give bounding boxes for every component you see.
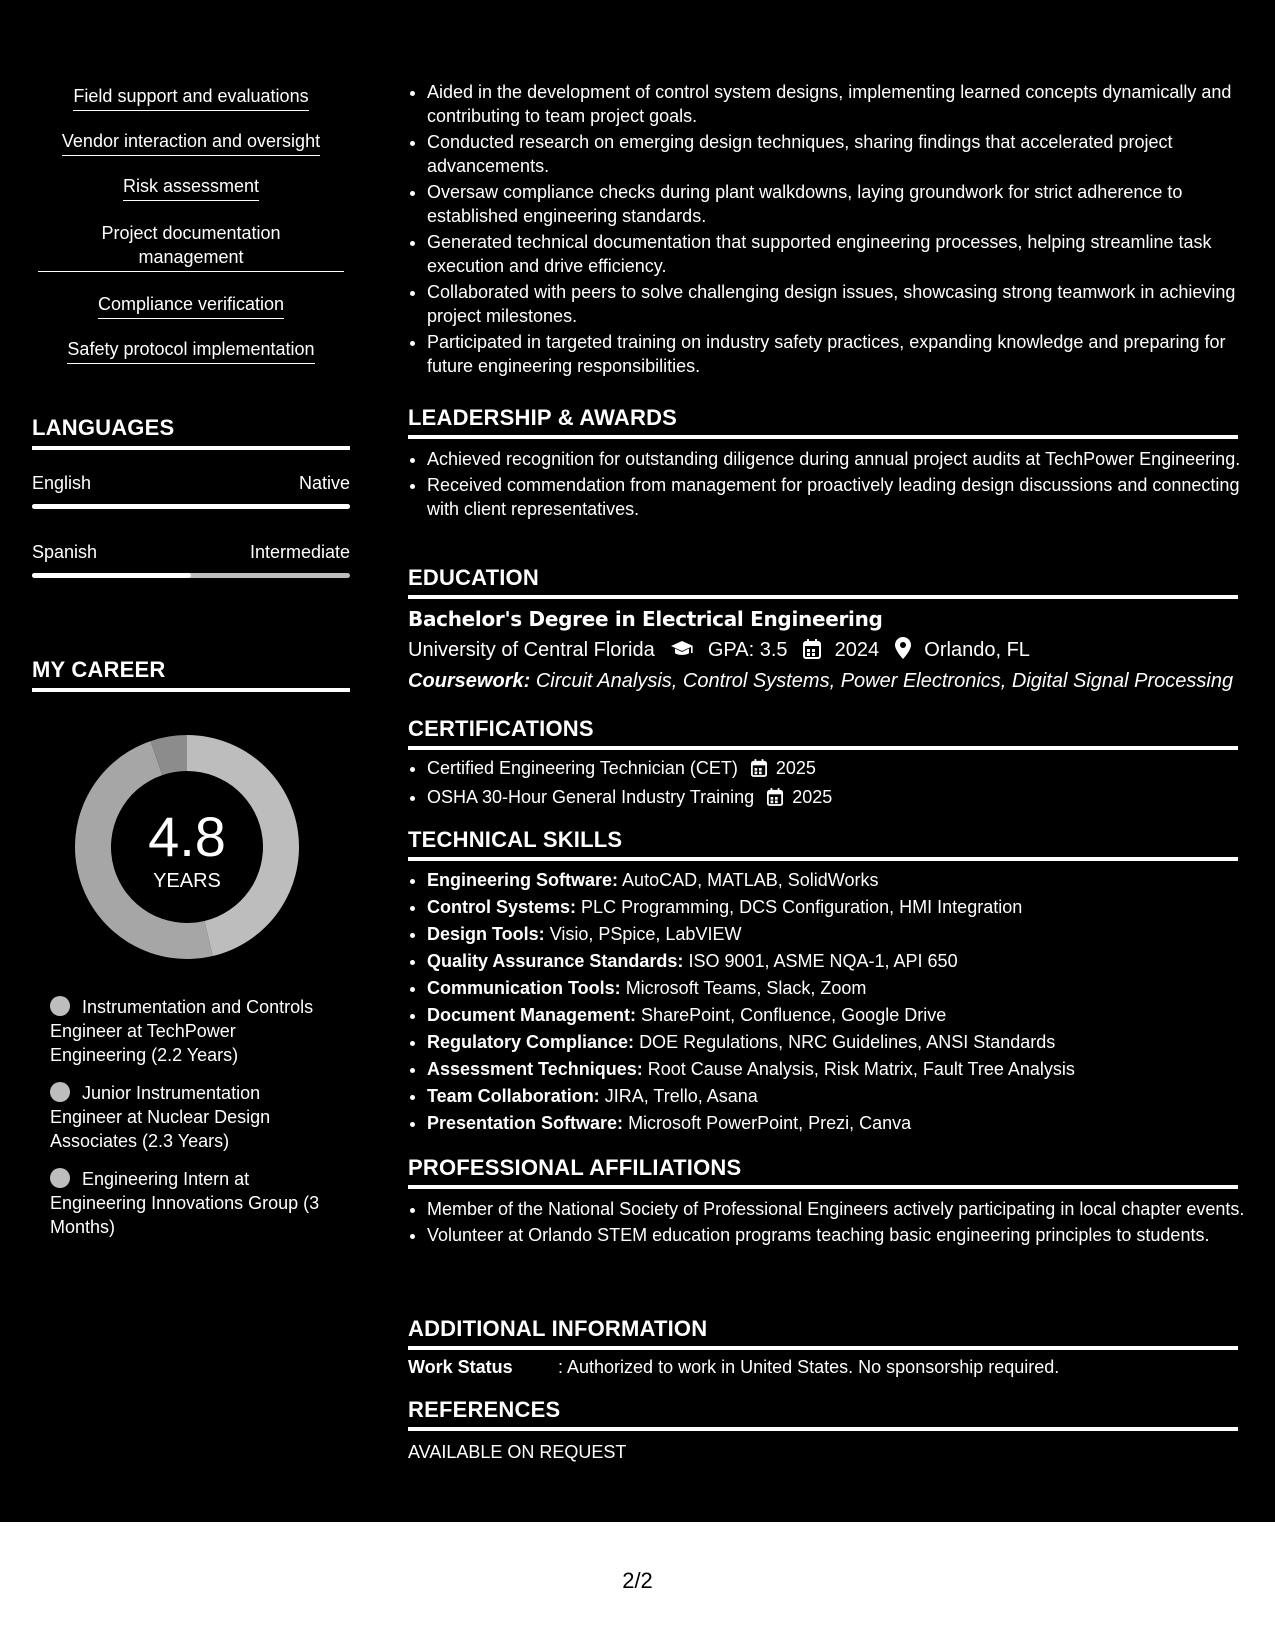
list-item: • Collaborated with peers to solve challenging design issues, showcasing strong teamwork in achieving project milestones. (427, 280, 1257, 328)
career-dot (50, 1082, 70, 1102)
leadership-list (408, 447, 1257, 523)
certifications-heading: CERTIFICATIONS (408, 716, 594, 741)
list-item: • Design Tools: Visio, PSpice, LabVIEW (427, 922, 1257, 947)
work-status-value: : Authorized to work in United States. No sponsorship required. (558, 1357, 1060, 1377)
gpa: GPA: 3.5 (707, 639, 788, 661)
section-rule (32, 446, 350, 450)
list-item: • Regulatory Compliance: DOE Regulations, NRC Guidelines, ANSI Standards (427, 1030, 1257, 1055)
technical-skills-list (408, 868, 1257, 1138)
list-item: • Engineering Software: AutoCAD, MATLAB, SolidWorks (427, 868, 1257, 893)
section-rule (408, 1427, 1238, 1431)
calendar-icon (803, 639, 821, 666)
language-level: Intermediate (249, 542, 350, 562)
skill-tag: Compliance verification (32, 292, 350, 319)
affiliations-list (408, 1197, 1257, 1249)
page-number: 2/2 (622, 1568, 653, 1593)
language-name: English (32, 473, 92, 493)
career-item: Engineering Intern at Engineering Innovations Group (3 Months) (50, 1169, 320, 1237)
section-rule (408, 435, 1238, 439)
school-name: University of Central Florida (408, 639, 655, 661)
certifications-list (408, 756, 1257, 814)
language-level: Native (298, 473, 350, 493)
list-item: • Assessment Techniques: Root Cause Analysis, Risk Matrix, Fault Tree Analysis (427, 1057, 1257, 1082)
coursework (408, 668, 1238, 694)
list-item: • Volunteer at Orlando STEM education programs teaching basic engineering principles to students. (427, 1223, 1257, 1247)
language-row (32, 542, 350, 563)
list-item: • Aided in the development of control system designs, implementing learned concepts dynamically and contributing to team project goals. (427, 80, 1257, 128)
section-rule (408, 1185, 1238, 1189)
skill-tag: Project documentation management (32, 221, 350, 272)
skill-tag: Vendor interaction and oversight (32, 129, 350, 156)
graduation-year: 2024 (834, 639, 880, 661)
list-item: • Conducted research on emerging design techniques, sharing findings that accelerated project advancements. (427, 130, 1257, 178)
language-bar (32, 504, 350, 509)
language-bar-fill (32, 573, 191, 578)
section-rule (408, 857, 1238, 861)
list-item: • Control Systems: PLC Programming, DCS Configuration, HMI Integration (427, 895, 1257, 920)
skill-tag: Safety protocol implementation (32, 337, 350, 364)
degree-title: Bachelor's Degree in Electrical Engineering (408, 607, 883, 631)
list-item: • Quality Assurance Standards: ISO 9001, ASME NQA-1, API 650 (427, 949, 1257, 974)
section-rule (32, 688, 350, 692)
career-years-value: 4.8 (148, 805, 226, 868)
list-item: • Participated in targeted training on industry safety practices, expanding knowledge and preparing for future engineering responsibilities. (427, 330, 1257, 378)
affiliations-heading: PROFESSIONAL AFFILIATIONS (408, 1155, 742, 1180)
skill-tag: Field support and evaluations (32, 84, 350, 111)
language-bar (32, 573, 350, 578)
list-item: • Member of the National Society of Professional Engineers actively participating in local chapter events. (427, 1197, 1257, 1221)
education-details (408, 637, 1238, 666)
language-row (32, 473, 350, 494)
education-location: Orlando, FL (924, 639, 1030, 661)
list-item: • Generated technical documentation that supported engineering processes, helping streamline task execution and drive efficiency. (427, 230, 1257, 278)
languages-heading: LANGUAGES (32, 415, 175, 440)
graduation-cap-icon (670, 639, 694, 666)
list-item: • Document Management: SharePoint, Confluence, Google Drive (427, 1003, 1257, 1028)
skill-tag: Risk assessment (32, 174, 350, 201)
work-status-label: Work Status (408, 1357, 513, 1377)
list-item: • Received commendation from management for proactively leading design discussions and connecting with client representatives. (427, 473, 1257, 521)
references-text: AVAILABLE ON REQUEST (408, 1442, 627, 1462)
career-item: Junior Instrumentation Engineer at Nuclear Design Associates (2.3 Years) (50, 1083, 271, 1151)
language-name: Spanish (32, 542, 98, 562)
list-item: • OSHA 30-Hour General Industry Training 2025 (427, 785, 1257, 812)
list-item: • Oversaw compliance checks during plant walkdowns, laying groundwork for strict adherence to established engineering standards. (427, 180, 1257, 228)
language-bar-fill (32, 504, 350, 509)
career-dot (50, 1168, 70, 1188)
career-heading: MY CAREER (32, 657, 166, 682)
coursework-label: Coursework: (408, 670, 531, 692)
section-rule (408, 1346, 1238, 1350)
leadership-heading: LEADERSHIP & AWARDS (408, 405, 678, 430)
career-item: Instrumentation and Controls Engineer at TechPower Engineering (2.2 Years) (50, 997, 314, 1065)
experience-bullets (408, 80, 1257, 380)
calendar-icon (767, 788, 783, 812)
section-rule (408, 595, 1238, 599)
career-donut-chart (67, 727, 307, 967)
additional-info-heading: ADDITIONAL INFORMATION (408, 1316, 708, 1341)
calendar-icon (751, 759, 767, 783)
work-status-row (408, 1357, 1059, 1378)
location-pin-icon (895, 637, 911, 666)
list-item: • Communication Tools: Microsoft Teams, Slack, Zoom (427, 976, 1257, 1001)
technical-skills-heading: TECHNICAL SKILLS (408, 827, 623, 852)
section-rule (408, 746, 1238, 750)
list-item: • Achieved recognition for outstanding diligence during annual project audits at TechPower Engineering. (427, 447, 1257, 471)
list-item: • Certified Engineering Technician (CET) 2025 (427, 756, 1257, 783)
education-heading: EDUCATION (408, 565, 539, 590)
list-item: • Team Collaboration: JIRA, Trello, Asana (427, 1084, 1257, 1109)
list-item: • Presentation Software: Microsoft PowerPoint, Prezi, Canva (427, 1111, 1257, 1136)
career-years-unit: YEARS (153, 870, 221, 892)
coursework-list: Circuit Analysis, Control Systems, Power Electronics, Digital Signal Processing (535, 670, 1234, 692)
career-dot (50, 996, 70, 1016)
references-heading: REFERENCES (408, 1397, 561, 1422)
